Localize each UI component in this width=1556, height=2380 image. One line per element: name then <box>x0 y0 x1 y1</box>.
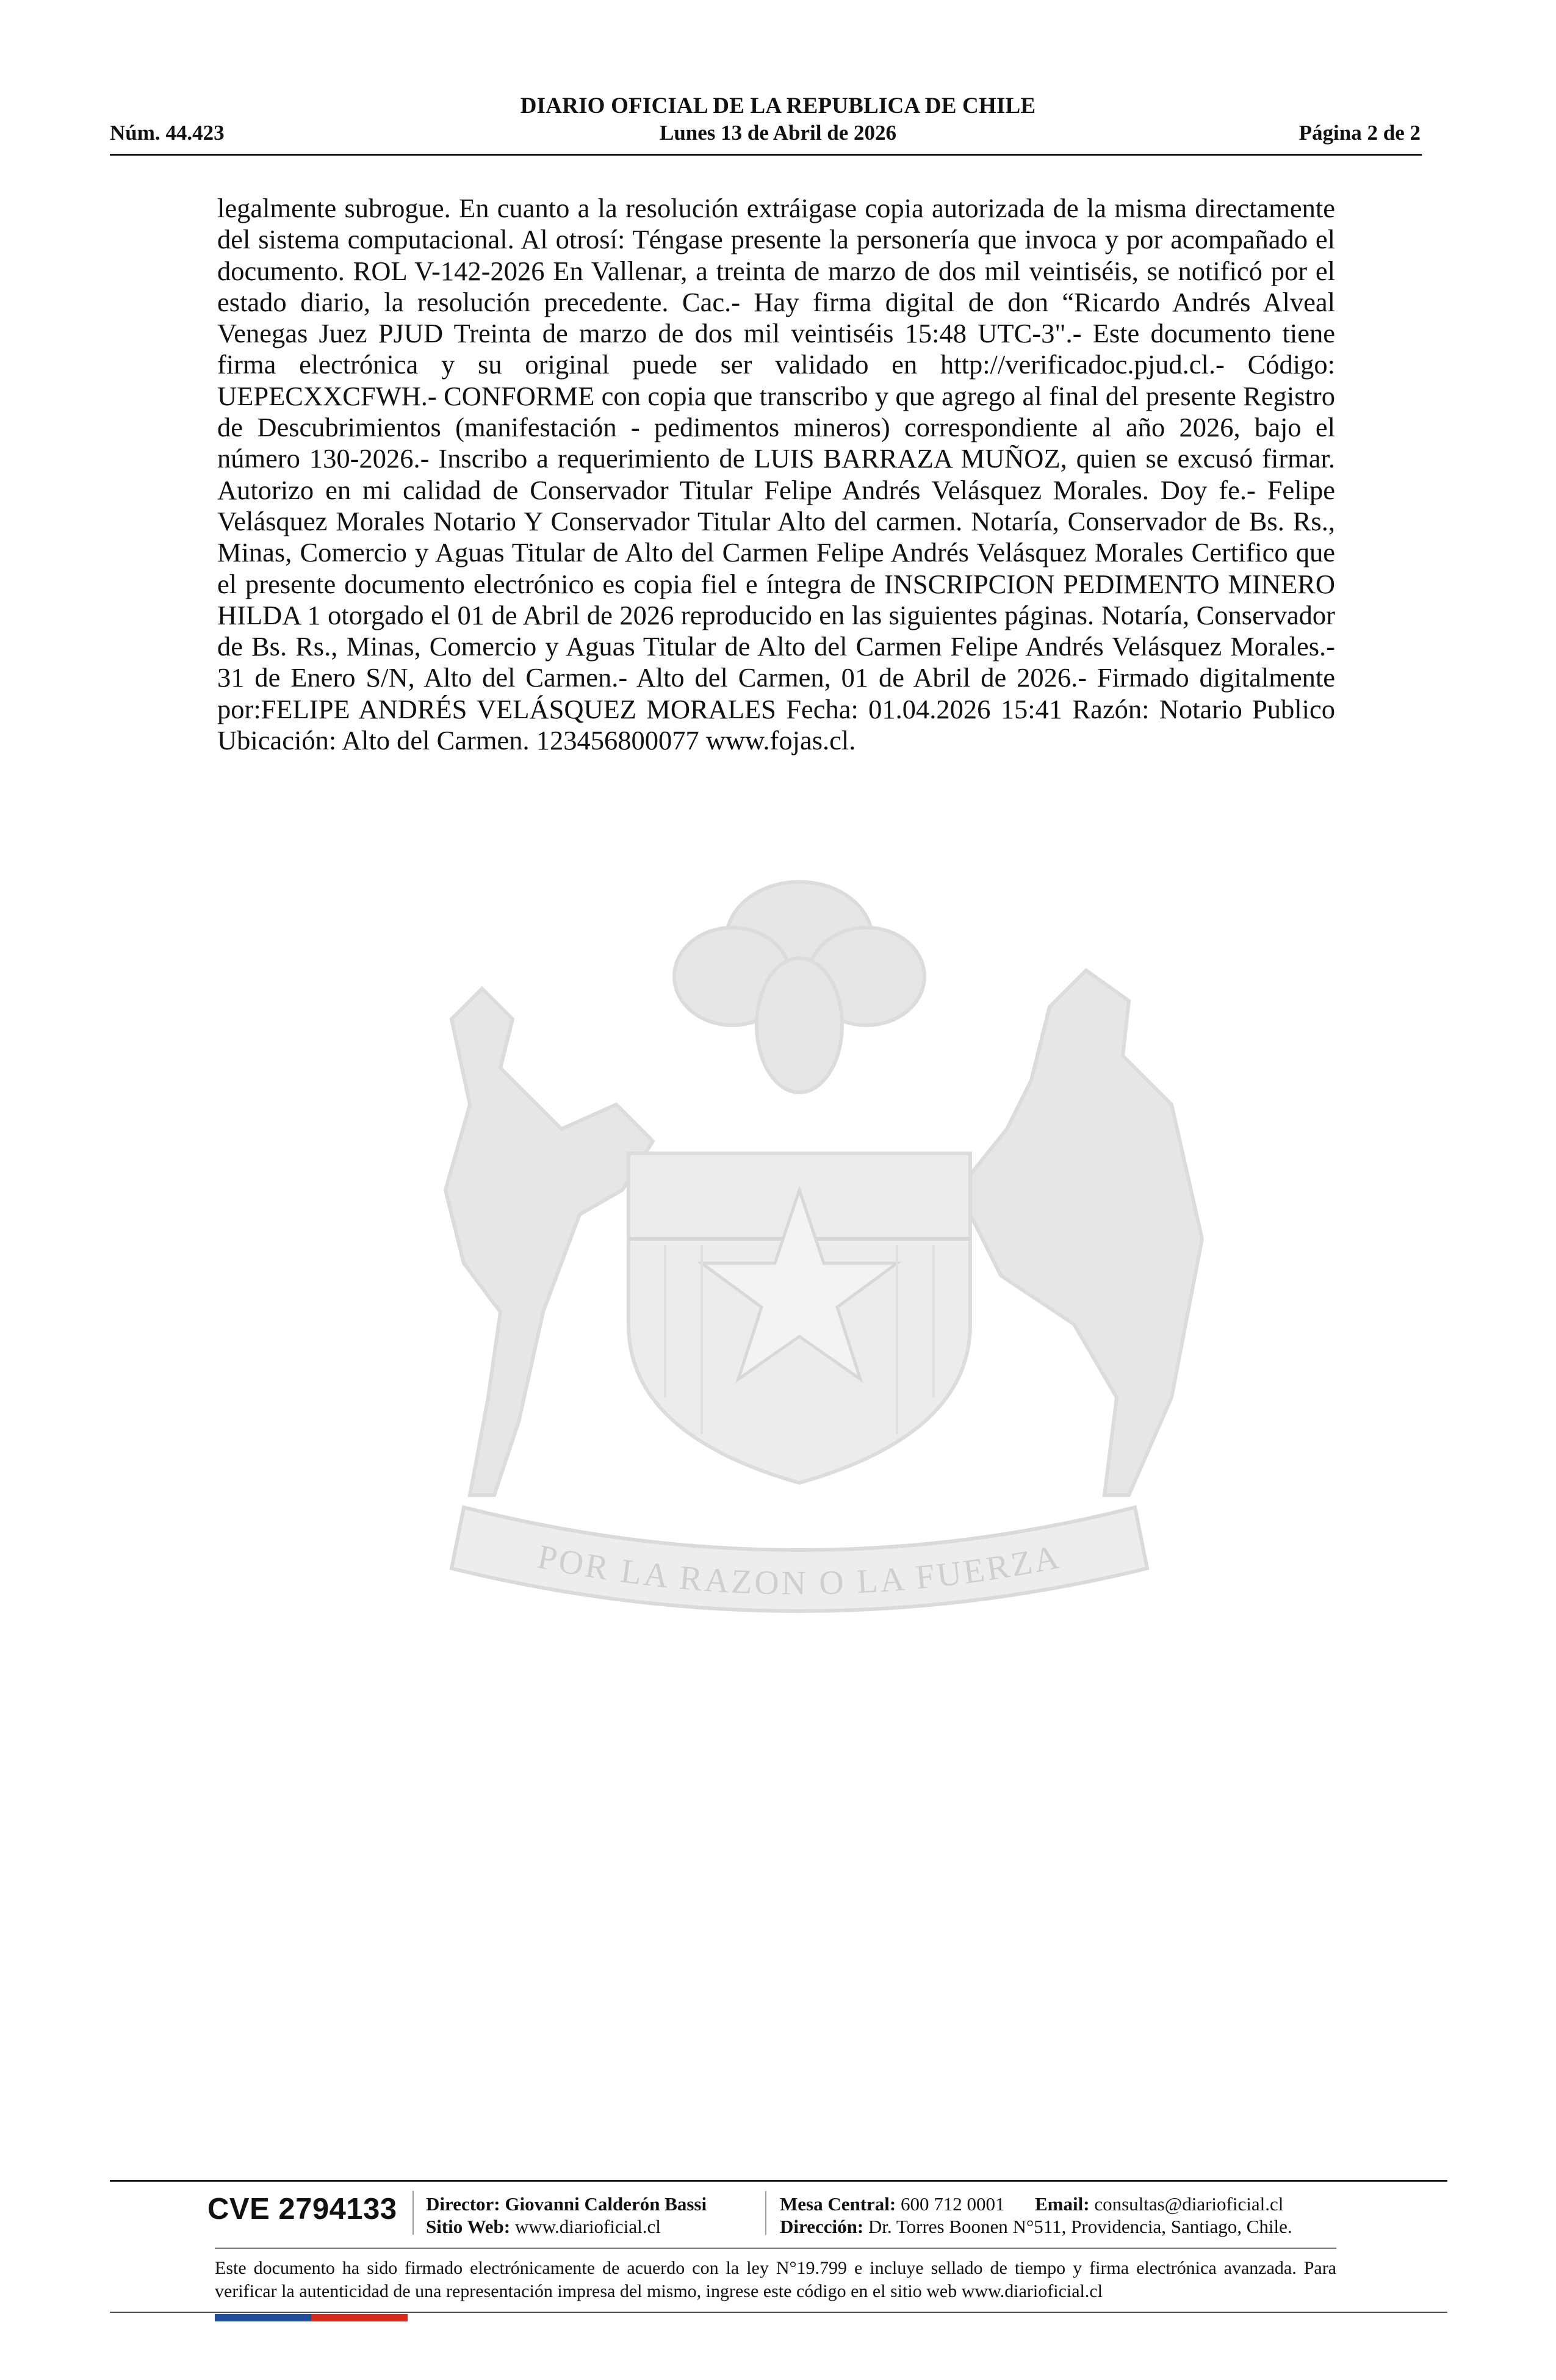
director-name: Giovanni Calderón Bassi <box>505 2193 707 2215</box>
mesa-phone: 600 712 0001 <box>901 2193 1005 2215</box>
legal-notice: Este documento ha sido firmado electrónicamente de acuerdo con la ley N°19.799 e incluye sellado de tiempo y firma electrónica avanzada. Para verificar la autenticidad de una representación impresa del mismo, ingrese este código en el sitio web www.diarioficial.cl <box>215 2258 1336 2301</box>
website-link[interactable]: www.diarioficial.cl <box>514 2216 661 2237</box>
address-label: Dirección: <box>780 2216 864 2237</box>
footer-mid-divider <box>215 2248 1336 2249</box>
flag-red-segment <box>311 2314 408 2321</box>
issue-date: Lunes 13 de Abril de 2026 <box>660 121 896 145</box>
issue-number: Núm. 44.423 <box>110 121 225 145</box>
footer-bottom-divider <box>110 2312 1447 2313</box>
footer-separator <box>412 2191 414 2235</box>
website-line <box>426 2216 661 2238</box>
mesa-label: Mesa Central: <box>780 2193 896 2215</box>
footer-top-divider <box>110 2180 1447 2182</box>
flag-blue-segment <box>215 2314 311 2321</box>
director-line <box>426 2193 707 2215</box>
address-value: Dr. Torres Boonen N°511, Providencia, Santiago, Chile. <box>868 2216 1292 2237</box>
document-body-text: legalmente subrogue. En cuanto a la resolución extráigase copia autorizada de la misma directamente del sistema computacional. Al otrosí: Téngase presente la personería que invoca y por acompañado el documento. ROL V-142-2026 En Vallenar, a treinta de marzo de dos mil veintiséis, se notificó por el estado diario, la resolución precedente. Cac.- Hay firma digital de don “Ricardo Andrés Alveal Venegas Juez PJUD Treinta de marzo de dos mil veintiséis 15:48 UTC-3".- Este documento tiene firma electrónica y su original puede ser validado en http://verificadoc.pjud.cl.- Código: UEPECXXCFWH.- CONFORME con copia que transcribo y que agrego al final del presente Registro de Descubrimientos (manifestación - pedimentos mineros) correspondiente al año 2026, bajo el número 130-2026.- Inscribo a requerimiento de LUIS BARRAZA MUÑOZ, quien se excusó firmar. Autorizo en mi calidad de Conservador Titular Felipe Andrés Velásquez Morales. Doy fe.- Felipe Velásquez Morales Notario Y Conservador Titular Alto del carmen. Notaría, Conservador de Bs. Rs., Minas, Comercio y Aguas Titular de Alto del Carmen Felipe Andrés Velásquez Morales Certifico que el presente documento electrónico es copia fiel e íntegra de INSCRIPCION PEDIMENTO MINERO HILDA 1 otorgado el 01 de Abril de 2026 reproducido en las siguientes páginas. Notaría, Conservador de Bs. Rs., Minas, Comercio y Aguas Titular de Alto del Carmen Felipe Andrés Velásquez Morales.- 31 de Enero S/N, Alto del Carmen.- Alto del Carmen, 01 de Abril de 2026.- Firmado digitalmente por:FELIPE ANDRÉS VELÁSQUEZ MORALES Fecha: 01.04.2026 15:41 Razón: Notario Publico Ubicación: Alto del Carmen. 123456800077 www.fojas.cl. <box>217 193 1335 756</box>
newspaper-title: DIARIO OFICIAL DE LA REPUBLICA DE CHILE <box>520 93 1036 118</box>
email-label: Email: <box>1035 2193 1090 2215</box>
coat-of-arms-icon <box>360 848 1239 1666</box>
page-indicator: Página 2 de 2 <box>1298 121 1421 145</box>
footer-separator <box>765 2191 766 2235</box>
flag-color-bar <box>215 2314 408 2321</box>
cve-code: CVE 2794133 <box>207 2193 397 2226</box>
header-divider <box>110 154 1422 156</box>
coat-of-arms-watermark <box>360 848 1239 1666</box>
address-line <box>780 2216 1292 2238</box>
website-label: Sitio Web: <box>426 2216 511 2237</box>
svg-text:POR LA RAZON O LA FUERZA: POR LA RAZON O LA FUERZA <box>534 1537 1065 1603</box>
mesa-email-line <box>780 2193 1283 2215</box>
email-link[interactable]: consultas@diarioficial.cl <box>1094 2193 1284 2215</box>
director-label: Director: <box>426 2193 500 2215</box>
